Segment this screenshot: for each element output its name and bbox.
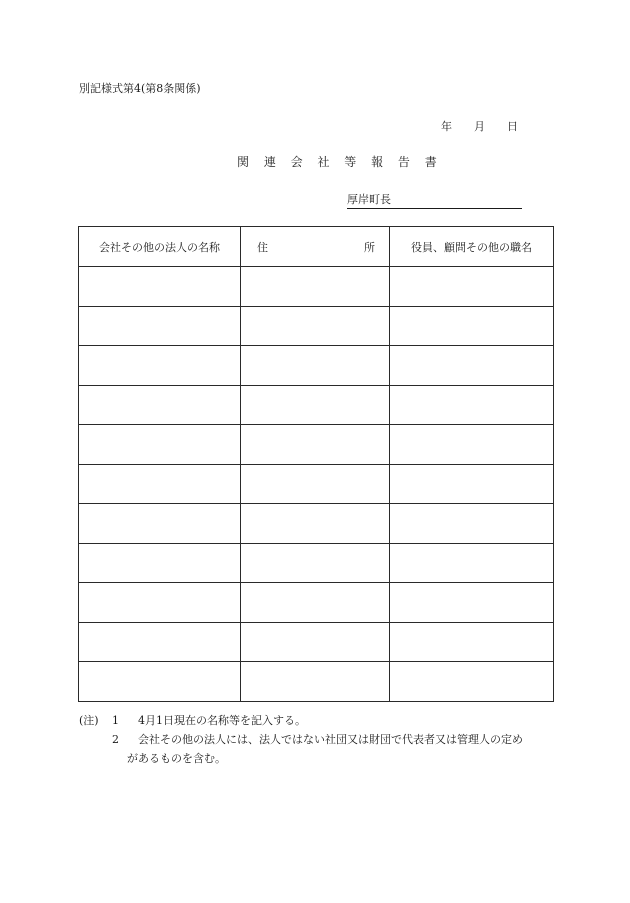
day-label: 日 bbox=[507, 120, 518, 133]
company-name-cell[interactable] bbox=[79, 306, 241, 346]
table-header-row bbox=[79, 227, 554, 267]
form-number: 別記様式第4(第8条関係) bbox=[79, 82, 201, 95]
position-cell[interactable] bbox=[390, 583, 554, 623]
position-cell[interactable] bbox=[390, 306, 554, 346]
position-cell[interactable] bbox=[390, 622, 554, 662]
company-name-cell[interactable] bbox=[79, 504, 241, 544]
position-cell[interactable] bbox=[390, 425, 554, 465]
table-row bbox=[79, 346, 554, 386]
address-cell[interactable] bbox=[241, 346, 390, 386]
address-cell[interactable] bbox=[241, 385, 390, 425]
address-cell[interactable] bbox=[241, 306, 390, 346]
address-cell[interactable] bbox=[241, 464, 390, 504]
notes-prefix: (注) bbox=[79, 714, 99, 727]
table-row bbox=[79, 385, 554, 425]
company-name-cell[interactable] bbox=[79, 425, 241, 465]
note-text: 4月1日現在の名称等を記入する。 bbox=[138, 714, 306, 727]
position-cell[interactable] bbox=[390, 346, 554, 386]
position-cell[interactable] bbox=[390, 504, 554, 544]
addressee-label: 厚岸町長 bbox=[347, 193, 391, 206]
address-cell[interactable] bbox=[241, 504, 390, 544]
document-title: 関 連 会 社 等 報 告 書 bbox=[237, 155, 443, 169]
note-continuation-text: があるものを含む。 bbox=[127, 752, 226, 765]
table-row bbox=[79, 543, 554, 583]
address-cell[interactable] bbox=[241, 622, 390, 662]
table-row bbox=[79, 583, 554, 623]
company-name-cell[interactable] bbox=[79, 662, 241, 702]
company-name-cell[interactable] bbox=[79, 267, 241, 307]
note-text: 会社その他の法人には、法人ではない社団又は財団で代表者又は管理人の定め bbox=[138, 733, 523, 746]
table-row bbox=[79, 622, 554, 662]
address-cell[interactable] bbox=[241, 583, 390, 623]
position-cell[interactable] bbox=[390, 543, 554, 583]
company-name-cell[interactable] bbox=[79, 583, 241, 623]
address-cell[interactable] bbox=[241, 662, 390, 702]
column-header-address bbox=[241, 227, 390, 267]
position-cell[interactable] bbox=[390, 662, 554, 702]
table-row bbox=[79, 306, 554, 346]
table-row bbox=[79, 504, 554, 544]
month-label: 月 bbox=[474, 120, 485, 133]
column-header-position: 役員、顧問その他の職名 bbox=[390, 227, 554, 267]
table-row bbox=[79, 464, 554, 504]
note-number: 2 bbox=[112, 733, 119, 746]
address-header-char-1: 住 bbox=[257, 240, 268, 254]
table-row bbox=[79, 425, 554, 465]
company-name-cell[interactable] bbox=[79, 385, 241, 425]
report-table bbox=[78, 226, 554, 702]
note-number: 1 bbox=[112, 714, 119, 727]
year-label: 年 bbox=[441, 120, 452, 133]
company-name-cell[interactable] bbox=[79, 543, 241, 583]
company-name-cell[interactable] bbox=[79, 464, 241, 504]
company-name-cell[interactable] bbox=[79, 622, 241, 662]
date-line bbox=[441, 118, 518, 134]
address-header-char-2: 所 bbox=[364, 240, 375, 254]
address-cell[interactable] bbox=[241, 267, 390, 307]
company-name-cell[interactable] bbox=[79, 346, 241, 386]
table-row bbox=[79, 662, 554, 702]
table-row bbox=[79, 267, 554, 307]
column-header-company-name: 会社その他の法人の名称 bbox=[79, 227, 241, 267]
position-cell[interactable] bbox=[390, 385, 554, 425]
position-cell[interactable] bbox=[390, 267, 554, 307]
address-cell[interactable] bbox=[241, 425, 390, 465]
position-cell[interactable] bbox=[390, 464, 554, 504]
addressee-line bbox=[347, 191, 522, 209]
address-cell[interactable] bbox=[241, 543, 390, 583]
table-body bbox=[79, 267, 554, 702]
